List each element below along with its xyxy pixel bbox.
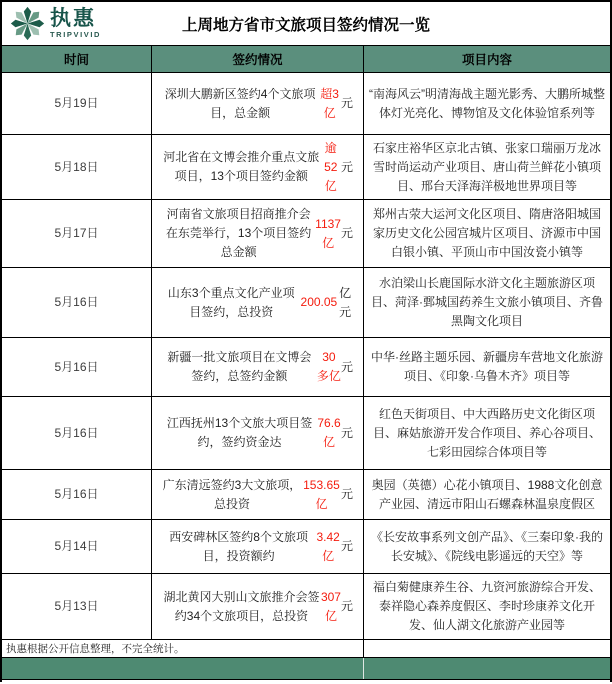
signing-amount: 1137亿: [315, 216, 341, 250]
column-header-content: 项目内容: [461, 53, 512, 67]
table-row: [2, 574, 610, 640]
signing-text-post: 元: [340, 359, 353, 374]
signing-text-pre: 江西抚州13个文旅大项目签约，签约资金达: [166, 416, 313, 449]
signing-cell: [152, 200, 364, 267]
signing-cell: [152, 574, 364, 639]
column-header-time: 时间: [2, 46, 152, 72]
date-cell: 5月19日: [2, 73, 152, 134]
signing-amount: 307亿: [320, 589, 341, 623]
signing-amount: 超3亿: [320, 86, 339, 120]
signing-text-pre: 河南省文旅项目招商推介会在东莞举行，13个项目签约总金额: [165, 207, 312, 259]
signing-cell: [152, 73, 364, 134]
signing-text-post: 元: [340, 96, 353, 110]
signing-text-post: 元: [340, 539, 353, 553]
signing-amount: 30多亿: [316, 350, 341, 383]
signing-text-post: 元: [340, 425, 353, 440]
date-cell: 5月16日: [2, 268, 152, 337]
date-cell: 5月16日: [2, 470, 152, 519]
table-row: [2, 338, 610, 397]
title-row: [2, 2, 610, 46]
date-cell: 5月13日: [2, 574, 152, 639]
content-cell: 郑州古荥大运河文化区项目、隋唐洛阳城国家历史文化公园宫城片区项目、济源市中国白银小镇、平顶山市中国汝瓷小镇等: [372, 207, 601, 259]
bottom-bar-right: [364, 658, 610, 679]
table-row: [2, 397, 610, 470]
content-cell: 《长安故事系列文创产品》、《三秦印象·我的长安城》、《院线电影遥远的天空》等: [371, 529, 603, 563]
table-row: [2, 520, 610, 574]
signing-text-post: 元: [340, 599, 353, 613]
signing-cell: [152, 135, 364, 199]
signing-amount: 153.65亿: [303, 477, 340, 511]
signing-cell: [152, 397, 364, 469]
signing-text-pre: 新疆一批文旅项目在文博会签约，总签约金额: [167, 350, 312, 383]
table-row: [2, 470, 610, 520]
signing-amount: 200.05: [300, 295, 338, 309]
signing-text-pre: 西安碑林区签约8个文旅项目，投资额约: [169, 529, 308, 563]
footer-empty-cell: [364, 640, 610, 657]
table-body: [2, 73, 610, 640]
signing-cell: [152, 520, 364, 573]
footer-note: 执惠根据公开信息整理，不完全统计。: [2, 640, 364, 657]
brand-name: 执惠: [50, 7, 96, 31]
signing-text-pre: 深圳大鹏新区签约4个文旅项目，总金额: [164, 86, 316, 120]
signing-cell: [152, 470, 364, 519]
signing-amount: 76.6亿: [317, 416, 341, 449]
table-row: [2, 135, 610, 200]
table-row: [2, 73, 610, 135]
signing-text-post: 元: [340, 487, 353, 501]
page-title: 上周地方省市文旅项目签约情况一览: [181, 16, 430, 34]
signing-text-post: 元: [340, 159, 353, 174]
column-header-signing: 签约情况: [152, 46, 364, 72]
content-cell: 水泊梁山长鹿国际水浒文化主题旅游区项目、菏泽·鄄城国药养生文旅小镇项目、齐鲁黑陶文化项目: [371, 276, 603, 328]
content-cell: “南海风云”明清海战主题光影秀、大鹏所城整体灯光亮化、博物馆及文化体验馆系列等: [369, 86, 605, 120]
signing-amount: 逾52亿: [324, 140, 338, 193]
signing-text-pre: 广东清远签约3大文旅项，总投资: [162, 477, 302, 511]
content-cell: 石家庄裕华区京北古镇、张家口瑞丽万龙冰雪时尚运动产业项目、唐山荷兰鲜花小镇项目、邢台天泽海洋极地世界项目等: [372, 140, 601, 193]
signing-text-pre: 山东3个重点文化产业项目签约，总投资: [167, 285, 295, 319]
bottom-bar: [2, 658, 610, 680]
signing-text-pre: 湖北黄冈大别山文旅推介会签约34个文旅项目，总投资: [163, 589, 320, 623]
date-cell: 5月17日: [2, 200, 152, 267]
signing-cell: [152, 338, 364, 396]
brand-subtitle: TRIPVIVID: [50, 30, 102, 40]
table-header-row: [2, 46, 610, 73]
table-row: [2, 200, 610, 268]
content-cell: 福白菊健康养生谷、九资河旅游综合开发、泰祥隐心森养度假区、李时珍康养文化开发、仙人湖文化旅游产业园等: [372, 580, 601, 632]
date-cell: 5月14日: [2, 520, 152, 573]
signing-text-pre: 河北省在文博会推介重点文旅项目，13个项目签约金额: [163, 150, 320, 183]
signing-cell: [152, 268, 364, 337]
bottom-bar-left: [2, 658, 364, 679]
signing-text-post: 元: [340, 226, 353, 240]
date-cell: 5月16日: [2, 397, 152, 469]
content-cell: 奥园（英德）心花小镇项目、1988文化创意产业园、清远市阳山石螺森林温泉度假区: [371, 477, 603, 511]
footer-note-row: [2, 640, 610, 658]
signing-amount: 3.42亿: [316, 529, 340, 563]
date-cell: 5月16日: [2, 338, 152, 396]
signing-text-post: 亿元: [339, 285, 352, 319]
content-cell: 中华·丝路主题乐园、新疆房车营地文化旅游项目、《印象·乌鲁木齐》项目等: [371, 350, 603, 383]
date-cell: 5月18日: [2, 135, 152, 199]
table-row: [2, 268, 610, 338]
content-cell: 红色天街项目、中大西路历史文化街区项目、麻姑旅游开发合作项目、养心谷项目、七彩田园综合体项目等: [372, 406, 601, 459]
